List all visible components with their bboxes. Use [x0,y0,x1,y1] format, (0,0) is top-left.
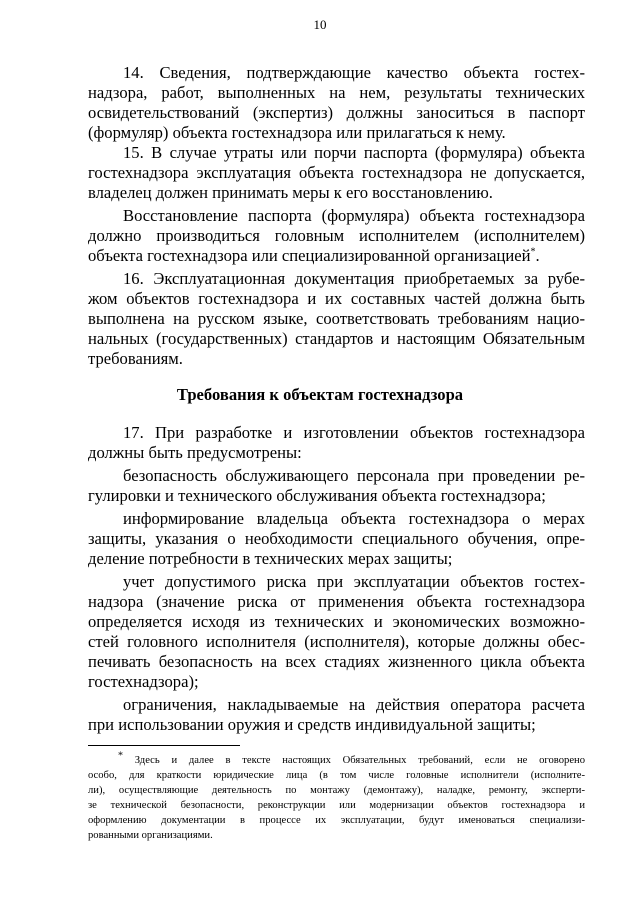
body-line: при использовании оружия и средств индивидуальной защиты; [88,715,536,734]
body-line: печивать безопасность на всех стадиях жизненного цикла объекта [88,652,585,671]
section-heading: Требования к объектам гостехнадзора [176,385,464,404]
body-line: жом объектов гостехнадзора и их составных частей должна быть [88,289,585,308]
body-line: 15. В случае утраты или порчи паспорта (формуляра) объекта [123,143,585,162]
body-line: определяется исходя из технических и экономических возможно- [88,612,585,631]
body-line: гулировки и технического обслуживания объекта гостехнадзора; [88,486,546,505]
body-line: (формуляр) объекта гостехнадзора или прилагаться к нему. [88,123,506,142]
footnote-separator [88,745,240,746]
body-line: стей головного исполнителя (исполнителя), которые должны обес- [88,632,585,651]
body-line: должно производиться головным исполнителем (исполнителем) [88,226,585,245]
footnote-line: зе технической безопасности, реконструкции или модернизации объектов гостехнадзора и [88,800,585,811]
footnote-line-text: Здесь и далее в тексте настоящих Обязательных требований, если не оговорено [134,755,585,766]
page-number: 10 [313,17,327,32]
body-line: требованиям. [88,349,183,368]
body-line: объекта гостехнадзора или специализированной организацией*. [88,246,540,265]
body-line: 14. Сведения, подтверждающие качество объекта гостех- [123,63,585,82]
body-line: владелец должен принимать меры к его восстановлению. [88,183,493,202]
body-line: нальных (государственных) стандартов и настоящим Обязательным [88,329,585,348]
body-line: 17. При разработке и изготовлении объектов гостехнадзора [123,423,585,442]
footnote-line: ли), осуществляющие деятельность по монтажу (демонтажу), наладке, ремонту, эксперти- [88,785,585,796]
footnote-marker: * [118,750,123,762]
body-line: 16. Эксплуатационная документация приобретаемых за рубе- [123,269,585,288]
body-line: выполнена на русском языке, соответствовать требованиям нацио- [88,309,585,328]
body-line: надзора, работ, выполненных на нем, результаты технических [88,83,585,102]
footnote-line: рованными организациями. [88,830,213,841]
body-line: защиты, указания о необходимости специального обучения, опре- [88,529,585,548]
footnote-ref-marker: * [530,246,536,258]
body-line: Восстановление паспорта (формуляра) объекта гостехнадзора [123,206,585,225]
body-line: гостехнадзора эксплуатация объекта гостехнадзора не допускается, [88,163,585,182]
body-line: надзора (значение риска от применения объекта гостехнадзора [88,592,585,611]
footnote-line [118,750,585,768]
body-line-text: объекта гостехнадзора или специализированной организацией [88,246,531,265]
body-line: учет допустимого риска при эксплуатации объектов гостех- [123,572,585,591]
footnote-line: оформлению документации в процессе их эксплуатации, будут именоваться специализи- [88,815,585,826]
body-line: деление потребности в технических мерах защиты; [88,549,453,568]
body-line: информирование владельца объекта гостехнадзора о мерах [123,509,585,528]
body-line: освидетельствований (экспертиз) должны заноситься в паспорт [88,103,585,122]
body-line: гостехнадзора); [88,672,199,691]
body-line: безопасность обслуживающего персонала при проведении ре- [123,466,585,485]
body-line: должны быть предусмотрены: [88,443,302,462]
footnote-line: особо, для краткости юридические лица (в том числе головные исполнители (исполните- [88,770,585,781]
body-line: ограничения, накладываемые на действия оператора расчета [123,695,585,714]
